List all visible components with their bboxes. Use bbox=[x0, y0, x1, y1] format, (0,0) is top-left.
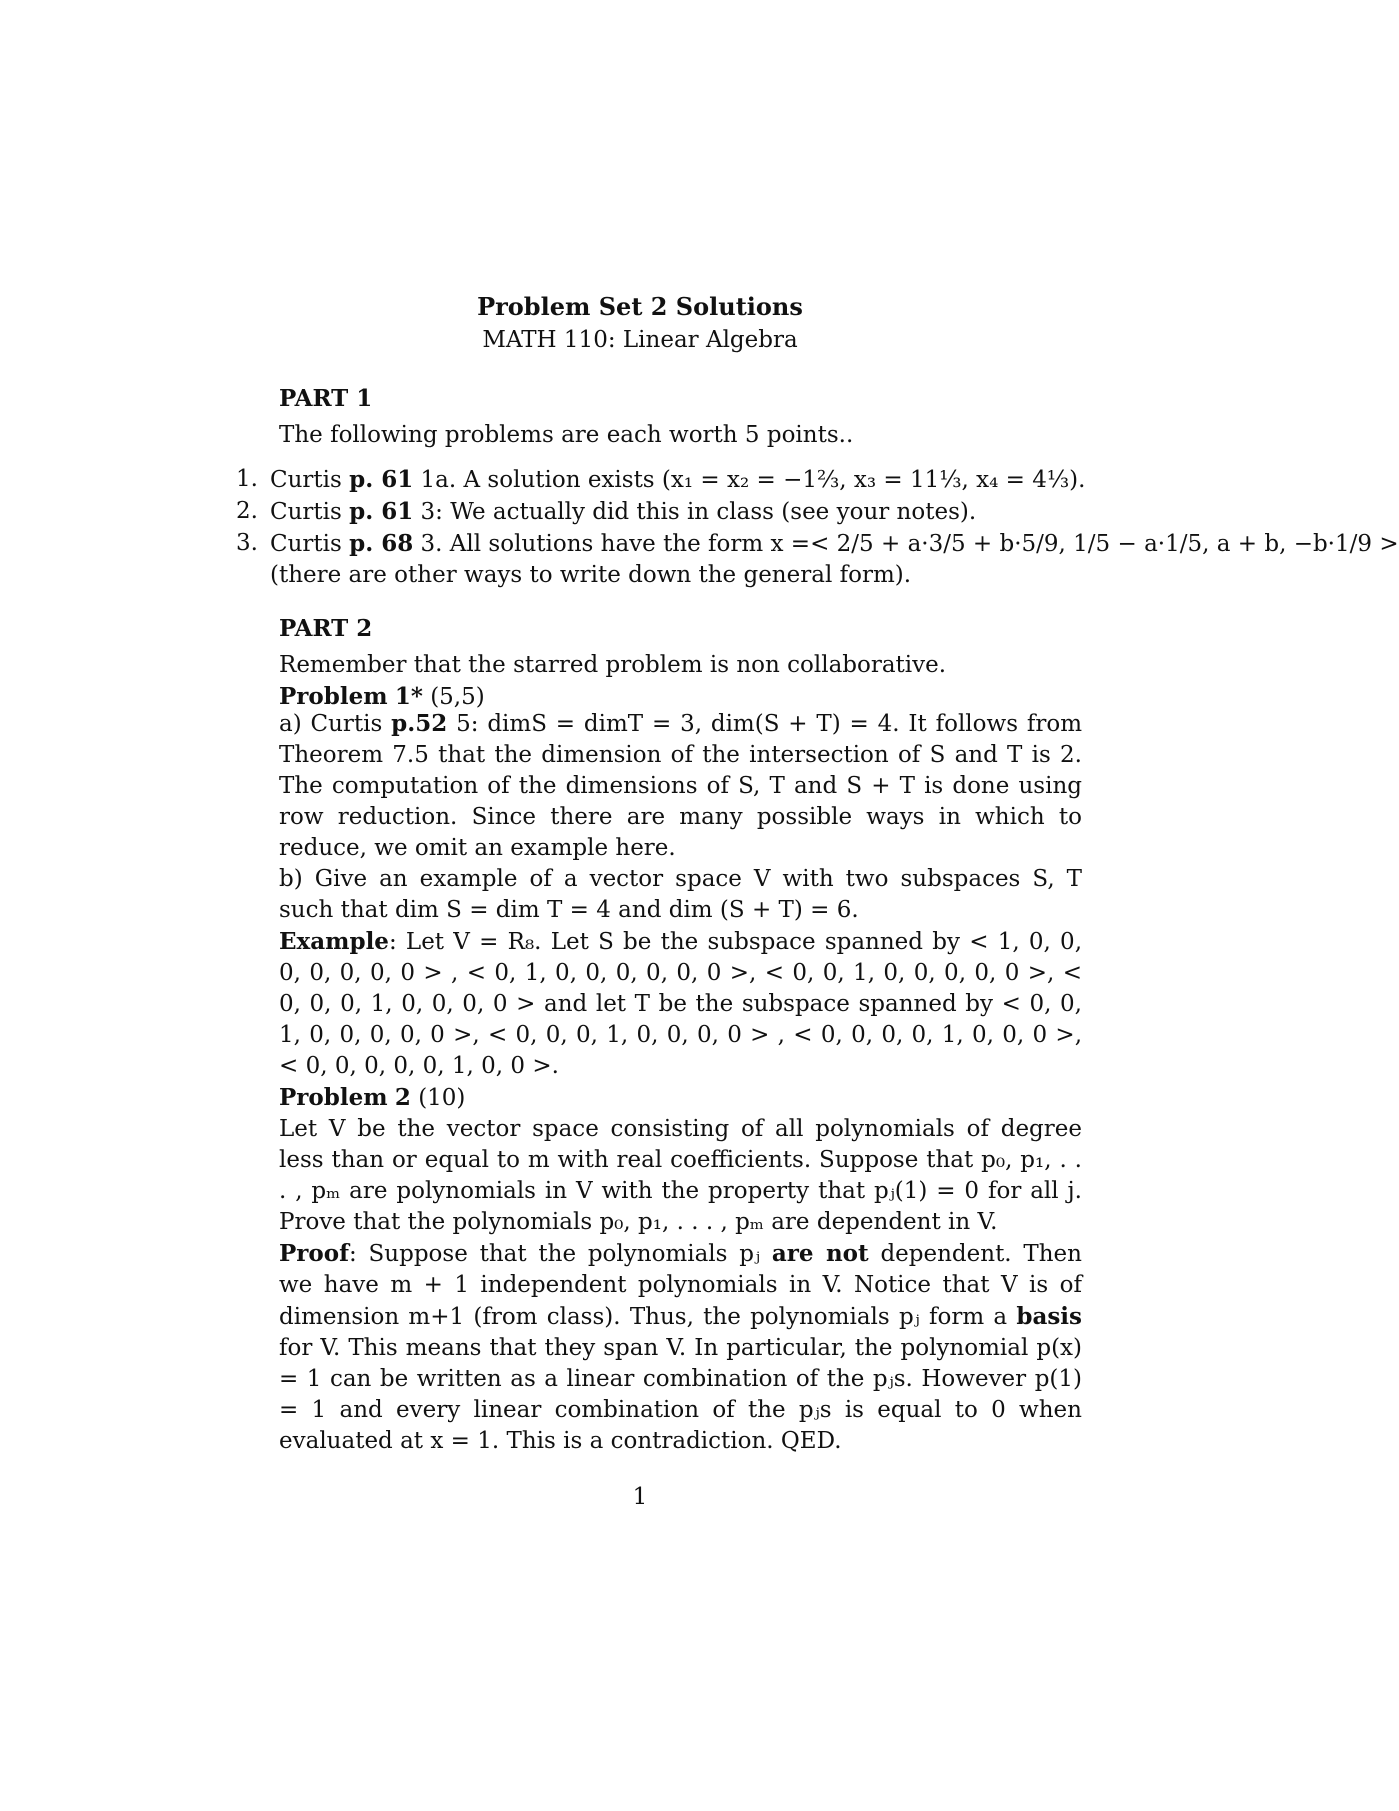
part2-section bbox=[279, 615, 946, 713]
page-title: Problem Set 2 Solutions bbox=[477, 292, 803, 321]
part1-heading: PART 1 bbox=[279, 385, 373, 412]
list-text: Curtis p. 68 3. All solutions have the form x =< 2/5 + a·3/5 + b·5/9, 1/5 − a·1/5, a + b, −b·1/9 > bbox=[270, 530, 1399, 557]
part2-intro: Remember that the starred problem is non collaborative. bbox=[279, 652, 947, 678]
part1-problem-list bbox=[236, 464, 1399, 591]
list-text: Curtis p. 61 1a. A solution exists (x₁ = x₂ = −1⅔, x₃ = 11⅓, x₄ = 4⅓). bbox=[270, 466, 1086, 493]
part1-intro: The following problems are each worth 5 points.. bbox=[279, 422, 854, 448]
problem2-proof: Proof: Suppose that the polynomials pⱼ are not dependent. Then we have m + 1 independent polynomials in V. Notice that V is of dimension m+1 (from class). Thus, the polynomials pⱼ form a basis for V. This means that they span V. In particular, the polynomial p(x) = 1 can be written as a linear combination of the pⱼs. However p(1) = 1 and every linear combination of the pⱼs is equal to 0 when evaluated at x = 1. This is a contradiction. QED. bbox=[279, 1240, 1082, 1454]
list-item-continuation: (there are other ways to write down the general form). bbox=[270, 562, 912, 588]
list-item bbox=[236, 528, 1399, 560]
page-number: 1 bbox=[632, 1484, 648, 1510]
course-subtitle: MATH 110: Linear Algebra bbox=[482, 327, 798, 353]
problem1-part-b: b) Give an example of a vector space V with two subspaces S, T such that dim S = dim T = 4 and dim (S + T) = 6. bbox=[279, 866, 1082, 923]
list-item bbox=[236, 464, 1399, 496]
problem1-example: Example: Let V = R₈. Let S be the subspace spanned by < 1, 0, 0, 0, 0, 0, 0, 0 > , < 0, 1, 0, 0, 0, 0, 0, 0 >, < 0, 0, 1, 0, 0, 0, 0, 0 >, < 0, 0, 0, 1, 0, 0, 0, 0 > and let T be the subspace spanned by < 0, 0, 1, 0, 0, 0, 0, 0 >, < 0, 0, 0, 1, 0, 0, 0, 0 > , < 0, 0, 0, 0, 1, 0, 0, 0 >, < 0, 0, 0, 0, 0, 1, 0, 0 >. bbox=[279, 928, 1082, 1079]
part2-heading: PART 2 bbox=[279, 615, 373, 642]
problem1-body bbox=[240, 708, 1082, 1457]
part1-section bbox=[279, 385, 853, 451]
problem2-heading: Problem 2 (10) bbox=[279, 1084, 466, 1111]
problem1-part-a: a) Curtis p.52 5: dimS = dimT = 3, dim(S + T) = 4. It follows from Theorem 7.5 that the dimension of the intersection of S and T is 2. The computation of the dimensions of S, T and S + T is done using row reduction. Since there are many possible ways in which to reduce, we omit an example here. bbox=[279, 710, 1083, 861]
problem1-heading: Problem 1* (5,5) bbox=[279, 683, 485, 710]
list-number: 3. bbox=[236, 530, 258, 556]
list-item bbox=[236, 496, 1399, 528]
problem2-statement: Let V be the vector space consisting of all polynomials of degree less than or equal to m with real coefficients. Suppose that p₀, p₁, . . . , pₘ are polynomials in V with the property that pⱼ(1) = 0 for all j. Prove that the polynomials p₀, p₁, . . . , pₘ are dependent in V. bbox=[279, 1116, 1082, 1235]
list-text: Curtis p. 61 3: We actually did this in class (see your notes). bbox=[270, 498, 977, 525]
title-block bbox=[0, 292, 1280, 353]
list-number: 2. bbox=[236, 498, 258, 524]
list-number: 1. bbox=[236, 466, 258, 492]
